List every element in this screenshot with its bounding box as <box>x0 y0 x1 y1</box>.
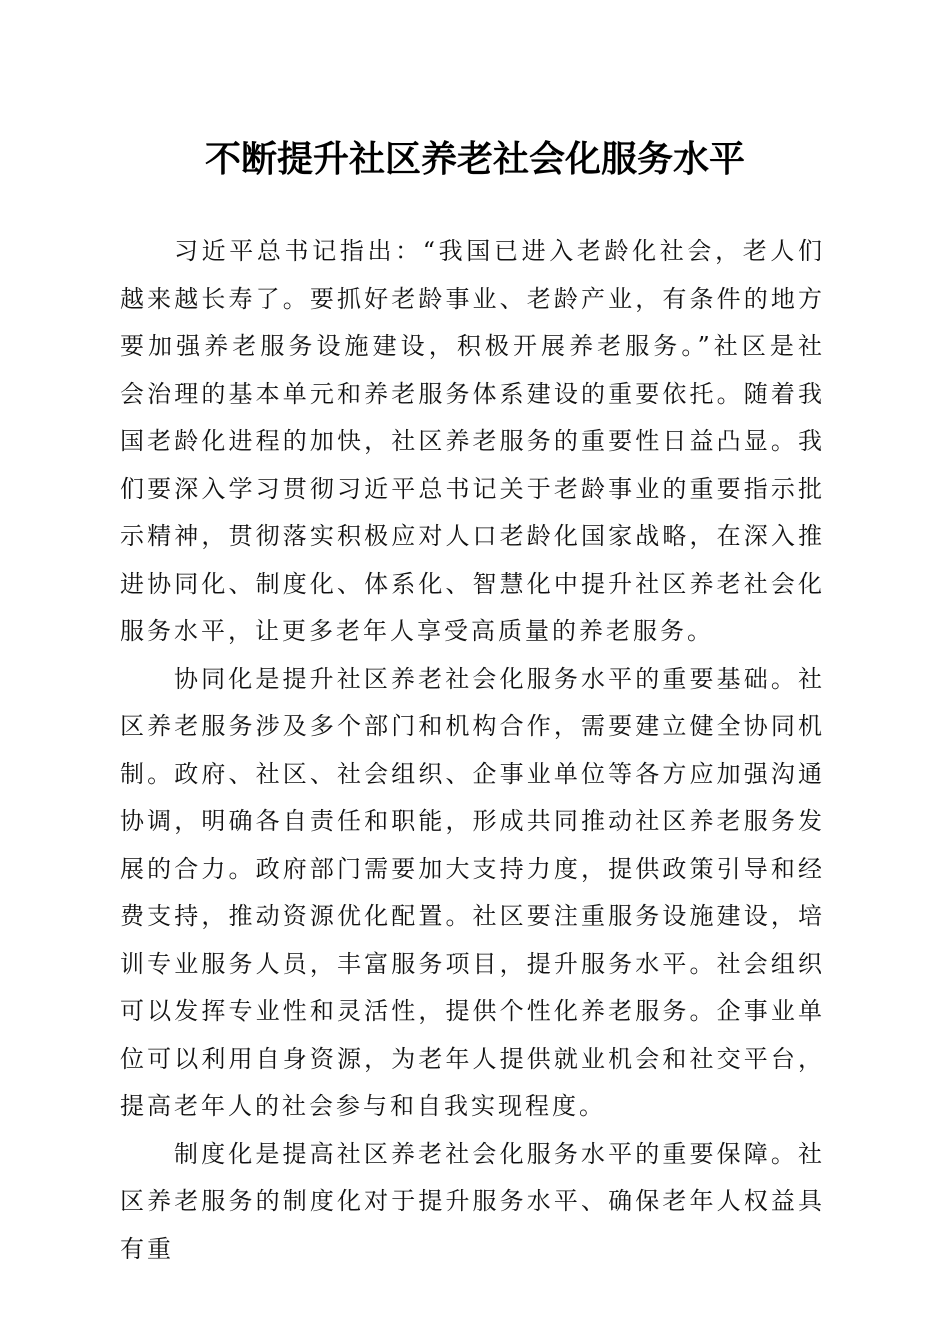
paragraph-institutionalization: 制度化是提高社区养老社会化服务水平的重要保障。社区养老服务的制度化对于提升服务水平、确保老年人权益具有重 <box>120 1139 825 1263</box>
document-title: 不断提升社区养老社会化服务水平 <box>204 138 745 180</box>
paragraph-intro: 习近平总书记指出：“我国已进入老龄化社会，老人们越来越长寿了。要抓好老龄事业、老龄产业，有条件的地方要加强养老服务设施建设，积极开展养老服务。”社区是社会治理的基本单元和养老服务体系建设的重要依托。随着我国老龄化进程的加快，社区养老服务的重要性日益凸显。我们要深入学习贯彻习近平总书记关于老龄事业的重要指示批示精神，贯彻落实积极应对人口老龄化国家战略，在深入推进协同化、制度化、体系化、智慧化中提升社区养老社会化服务水平，让更多老年人享受高质量的养老服务。 <box>120 237 825 645</box>
document-body <box>120 228 825 1273</box>
paragraph-coordination: 协同化是提升社区养老社会化服务水平的重要基础。社区养老服务涉及多个部门和机构合作，需要建立健全协同机制。政府、社区、社会组织、企事业单位等各方应加强沟通协调，明确各自责任和职能，形成共同推动社区养老服务发展的合力。政府部门需要加大支持力度，提供政策引导和经费支持，推动资源优化配置。社区要注重服务设施建设，培训专业服务人员，丰富服务项目，提升服务水平。社会组织可以发挥专业性和灵活性，提供个性化养老服务。企事业单位可以利用自身资源，为老年人提供就业机会和社交平台，提高老年人的社会参与和自我实现程度。 <box>120 664 825 1120</box>
